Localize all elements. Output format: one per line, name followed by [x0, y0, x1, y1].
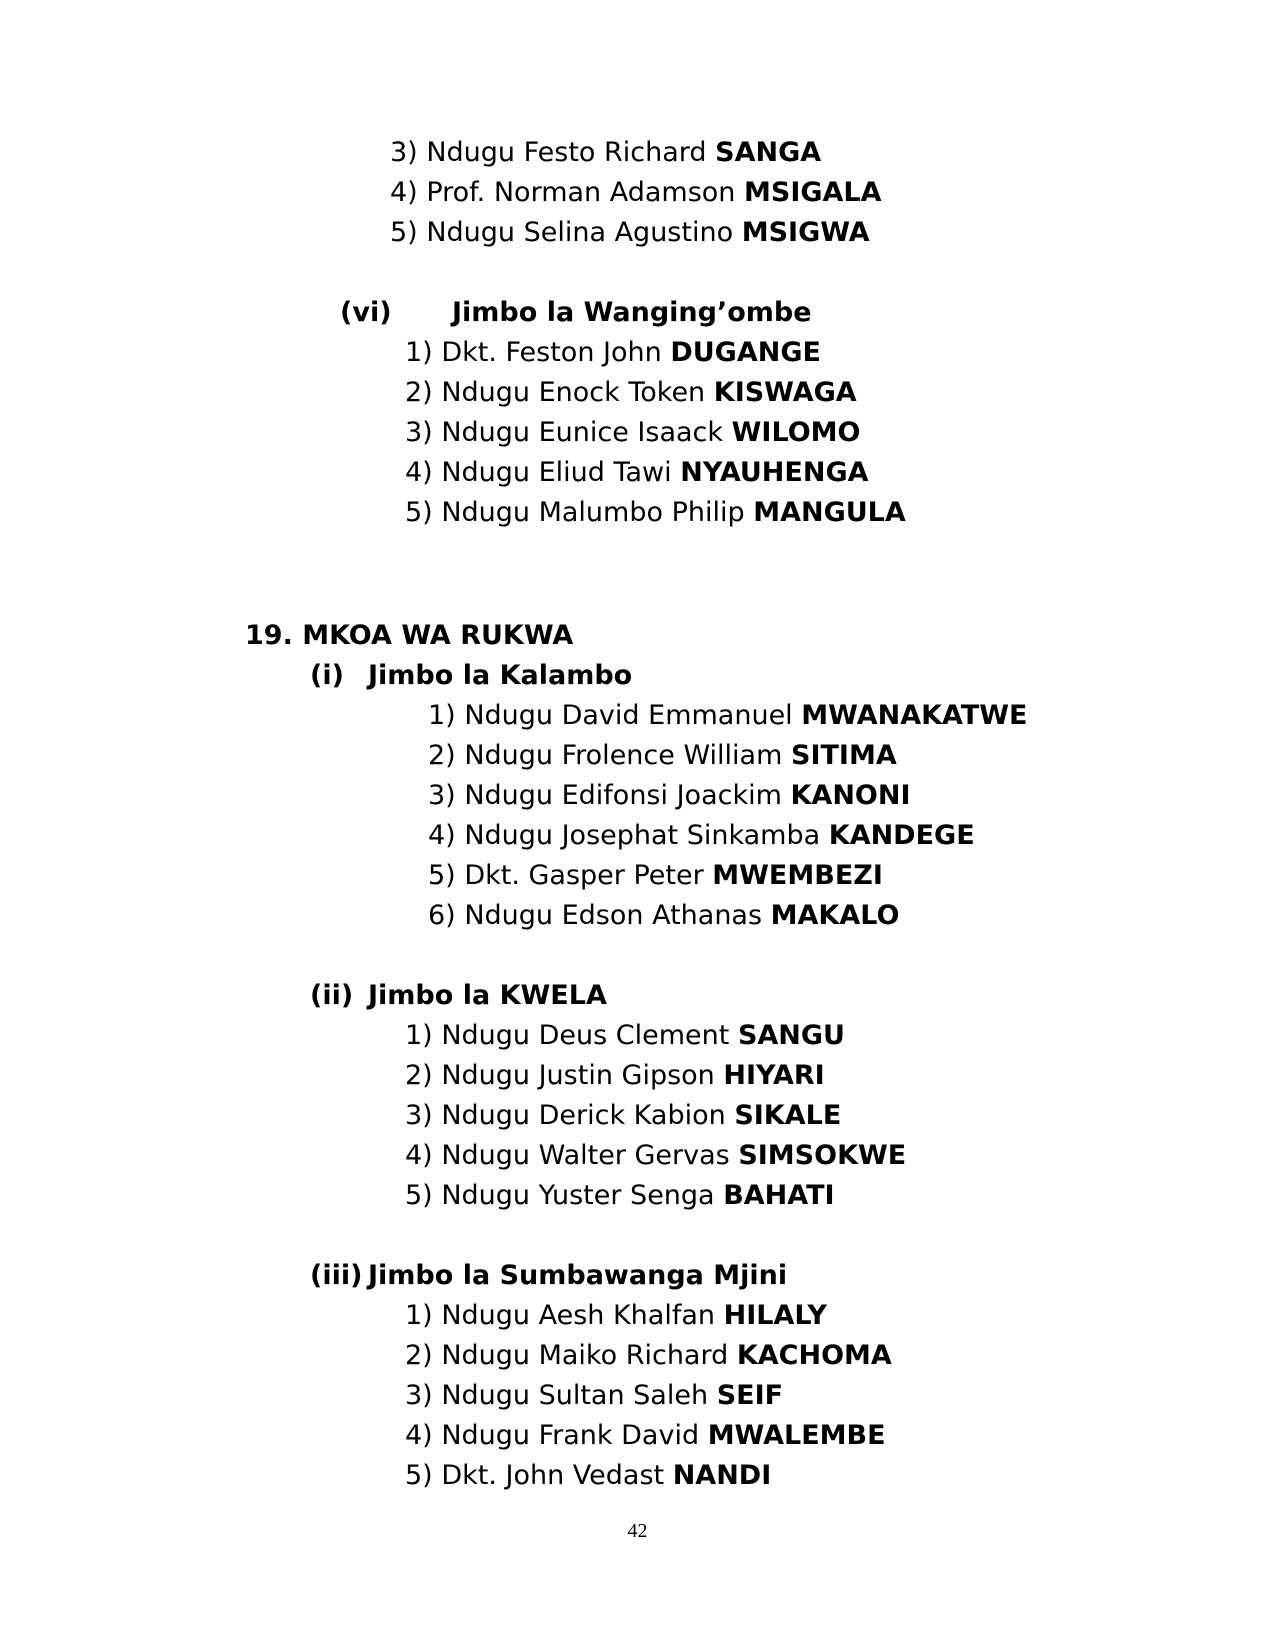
item-surname: NANDI — [672, 1460, 772, 1491]
item-surname: BAHATI — [723, 1180, 835, 1211]
item-number: 2) — [405, 377, 433, 408]
list-item — [405, 413, 860, 453]
section-label: (vi) — [340, 297, 392, 328]
item-number: 5) — [390, 217, 418, 248]
list-item — [405, 1056, 825, 1096]
item-given-name: Ndugu Edifonsi Joackim — [464, 780, 782, 811]
item-given-name: Ndugu Yuster Senga — [441, 1180, 715, 1211]
list-item — [405, 453, 869, 493]
section-title: Jimbo la Wanging’ombe — [452, 297, 812, 328]
item-surname: KANDEGE — [828, 820, 975, 851]
list-item — [428, 816, 975, 856]
item-surname: HIYARI — [723, 1060, 825, 1091]
item-surname: MSIGWA — [741, 217, 870, 248]
list-item — [390, 133, 821, 173]
item-number: 2) — [428, 740, 456, 771]
item-given-name: Ndugu Selina Agustino — [426, 217, 734, 248]
item-given-name: Ndugu Deus Clement — [441, 1020, 730, 1051]
region-heading: 19. MKOA WA RUKWA — [245, 620, 574, 651]
list-item — [405, 1176, 835, 1216]
item-surname: DUGANGE — [670, 337, 821, 368]
item-surname: MWEMBEZI — [712, 860, 883, 891]
item-surname: MWALEMBE — [707, 1420, 886, 1451]
item-number: 1) — [428, 700, 456, 731]
item-given-name: Ndugu Derick Kabion — [441, 1100, 726, 1131]
item-given-name: Ndugu Walter Gervas — [441, 1140, 730, 1171]
item-number: 3) — [428, 780, 456, 811]
item-surname: SANGU — [737, 1020, 845, 1051]
section-title: Jimbo la KWELA — [368, 980, 607, 1011]
item-given-name: Ndugu David Emmanuel — [464, 700, 793, 731]
list-item — [405, 1336, 892, 1376]
item-number: 5) — [405, 1460, 433, 1491]
item-number: 4) — [390, 177, 418, 208]
item-surname: KACHOMA — [736, 1340, 892, 1371]
section-heading — [310, 1256, 787, 1296]
list-item — [405, 1376, 783, 1416]
item-given-name: Ndugu Festo Richard — [426, 137, 707, 168]
section-label: (ii) — [310, 980, 354, 1011]
list-item — [428, 736, 897, 776]
item-surname: MAKALO — [770, 900, 900, 931]
item-number: 4) — [428, 820, 456, 851]
list-item — [405, 1416, 886, 1456]
item-number: 4) — [405, 457, 433, 488]
item-number: 6) — [428, 900, 456, 931]
list-item — [428, 856, 883, 896]
item-number: 3) — [390, 137, 418, 168]
item-given-name: Ndugu Eunice Isaack — [441, 417, 724, 448]
item-number: 3) — [405, 1100, 433, 1131]
item-surname: SEIF — [716, 1380, 784, 1411]
item-number: 1) — [405, 337, 433, 368]
list-item — [428, 696, 1027, 736]
list-item — [405, 373, 857, 413]
section-heading — [310, 656, 632, 696]
item-number: 4) — [405, 1420, 433, 1451]
list-item — [405, 333, 821, 373]
item-surname: MSIGALA — [744, 177, 882, 208]
item-surname: SIKALE — [734, 1100, 842, 1131]
item-given-name: Dkt. Feston John — [441, 337, 662, 368]
list-item — [390, 213, 870, 253]
item-given-name: Dkt. John Vedast — [441, 1460, 665, 1491]
item-given-name: Ndugu Frolence William — [464, 740, 783, 771]
list-item — [428, 776, 911, 816]
item-number: 5) — [405, 497, 433, 528]
item-surname: KANONI — [790, 780, 911, 811]
section-title: Jimbo la Sumbawanga Mjini — [368, 1260, 788, 1291]
item-number: 2) — [405, 1340, 433, 1371]
item-given-name: Ndugu Frank David — [441, 1420, 700, 1451]
item-given-name: Ndugu Aesh Khalfan — [441, 1300, 715, 1331]
item-surname: SITIMA — [791, 740, 897, 771]
list-item — [405, 1456, 771, 1496]
item-number: 3) — [405, 417, 433, 448]
item-surname: KISWAGA — [713, 377, 857, 408]
item-surname: MANGULA — [753, 497, 906, 528]
item-given-name: Ndugu Maiko Richard — [441, 1340, 729, 1371]
section-heading — [340, 293, 812, 333]
item-given-name: Ndugu Malumbo Philip — [441, 497, 745, 528]
item-number: 1) — [405, 1020, 433, 1051]
item-given-name: Ndugu Josephat Sinkamba — [464, 820, 821, 851]
item-surname: HILALY — [723, 1300, 827, 1331]
list-item — [405, 1096, 841, 1136]
list-item — [405, 493, 906, 533]
list-item — [428, 896, 899, 936]
item-surname: MWANAKATWE — [801, 700, 1028, 731]
item-number: 2) — [405, 1060, 433, 1091]
item-surname: NYAUHENGA — [680, 457, 869, 488]
item-surname: SANGA — [715, 137, 822, 168]
item-number: 3) — [405, 1380, 433, 1411]
item-given-name: Ndugu Enock Token — [441, 377, 706, 408]
item-given-name: Ndugu Eliud Tawi — [441, 457, 672, 488]
list-item — [390, 173, 882, 213]
item-number: 4) — [405, 1140, 433, 1171]
item-number: 1) — [405, 1300, 433, 1331]
item-number: 5) — [405, 1180, 433, 1211]
list-item — [405, 1136, 906, 1176]
item-surname: SIMSOKWE — [738, 1140, 907, 1171]
item-number: 5) — [428, 860, 456, 891]
item-given-name: Ndugu Justin Gipson — [441, 1060, 715, 1091]
section-title: Jimbo la Kalambo — [368, 660, 633, 691]
item-surname: WILOMO — [731, 417, 861, 448]
list-item — [405, 1296, 827, 1336]
page-number: 42 — [627, 1520, 648, 1542]
item-given-name: Ndugu Edson Athanas — [464, 900, 763, 931]
section-label: (i) — [310, 660, 344, 691]
item-given-name: Ndugu Sultan Saleh — [441, 1380, 709, 1411]
item-given-name: Dkt. Gasper Peter — [464, 860, 704, 891]
section-heading — [310, 976, 607, 1016]
item-given-name: Prof. Norman Adamson — [426, 177, 736, 208]
list-item — [405, 1016, 845, 1056]
section-label: (iii) — [310, 1260, 363, 1291]
